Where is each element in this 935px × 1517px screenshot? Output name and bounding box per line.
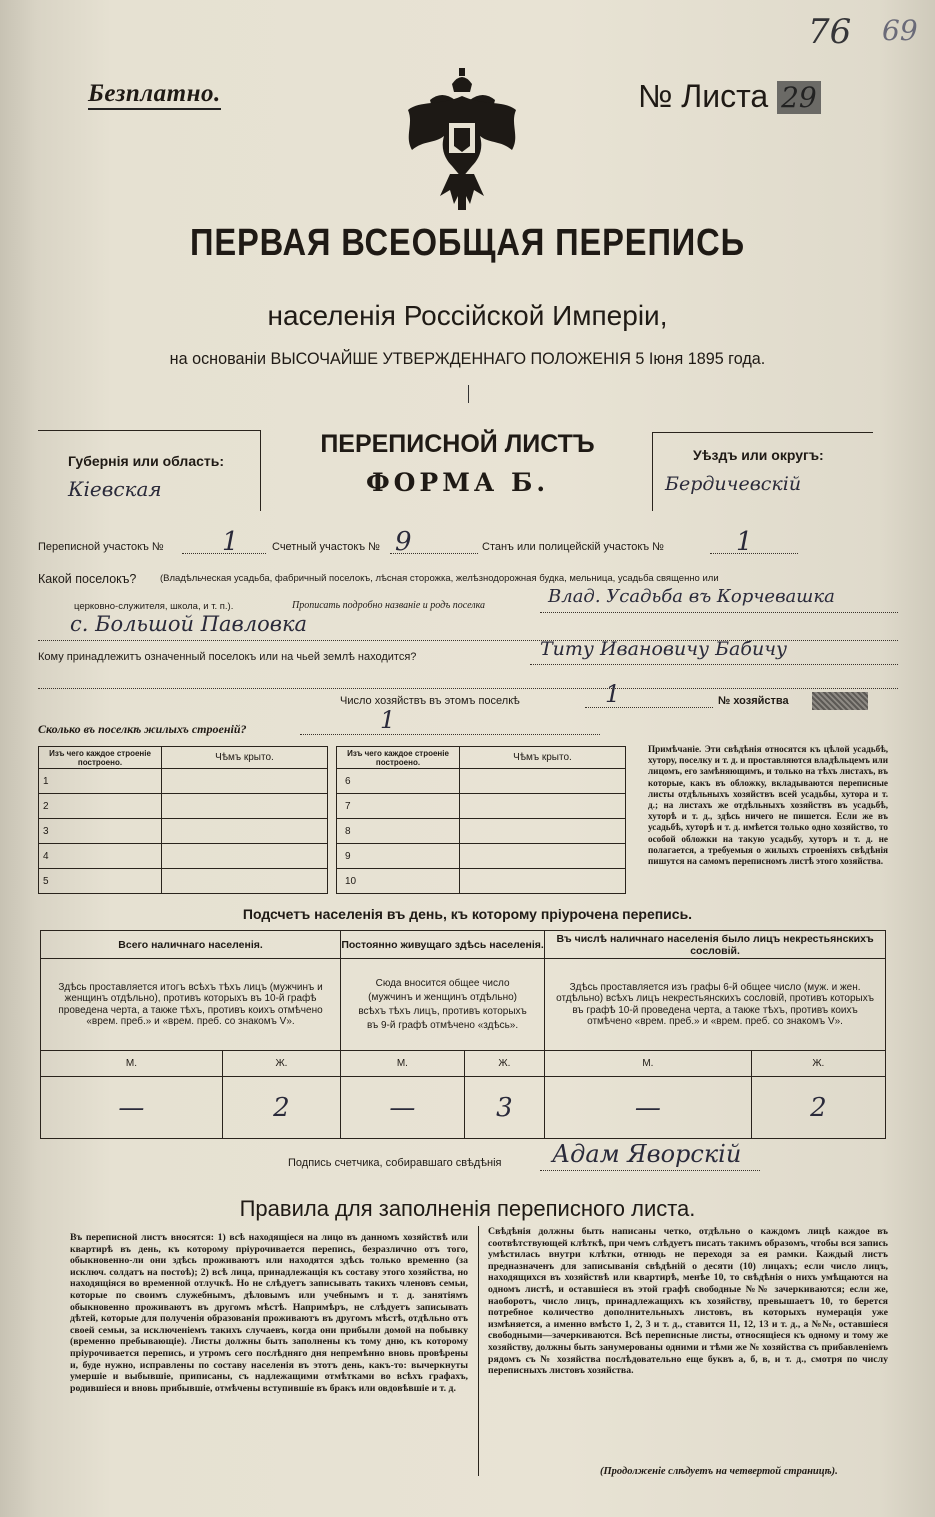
settlement-label: Какой поселокъ? <box>38 572 137 586</box>
building-row-number: 1 <box>39 769 162 794</box>
census-subtitle: населенія Россійской Имперіи, <box>267 300 668 331</box>
building-row-number: 7 <box>337 794 460 819</box>
owner-value: Титу Ивановичу Бабичу <box>540 638 788 660</box>
col-nonpeasant-title: Въ числѣ наличнаго населенія было лицъ некрестьянскихъ сословій. <box>545 931 886 959</box>
male-label: М. <box>545 1051 752 1077</box>
household-no-stamp <box>812 692 868 710</box>
settlement-value-2: с. Большой Павловка <box>70 612 308 636</box>
form-name: ФОРМА Б. <box>365 468 550 497</box>
col-material-header: Изъ чего каждое строеніе построено. <box>39 747 162 769</box>
building-row-number: 6 <box>337 769 460 794</box>
gubernia-label: Губернія или область: <box>68 453 225 469</box>
present-female-count: 2 <box>222 1077 340 1139</box>
rules-continued: (Продолженіе слѣдуетъ на четвертой страницѣ). <box>600 1466 838 1477</box>
uezd-box <box>652 432 873 511</box>
col-present-title: Всего наличнаго населенія. <box>41 931 341 959</box>
rules-left-column: Въ переписной листъ вносятся: 1) всѣ находящіеся на лицо въ данномъ хозяйствѣ или квартирѣ въ день, къ которому пріурочивается перепись, безразлично отъ того, обыкновенно-ли они здѣсь проживаютъ или находятся здѣсь только временно (за исключ. солдатъ на постоѣ); 2) всѣ лица, принадлежащія къ составу этого хозяйства, но находящіяся во временной отлучкѣ. Но не слѣдуетъ записывать такихъ членовъ семьи, которые по своимъ служебнымъ, дѣловымъ или учебнымъ и т. д. занятіямъ обыкновенно проживаютъ въ другомъ мѣстѣ. Напримѣръ, не слѣдуетъ записывать дѣтей, которые для полученія образованія проживаютъ въ другомъ мѣстѣ, отдѣльно отъ своей семьи, за исключеніемъ такихъ случаевъ, когда они прибыли домой на побывку (временно пребывающіе). Листы должны быть заполнены къ тому дню, къ которому пріурочивается перепись, и утромъ сего послѣдняго дня непремѣнно вновь провѣрены и, буде нужно, исправлены по составу населенія въ этотъ день, какъ-то: вычеркнуты умершіе и выбывшіе, приписаны, съ надлежащими отмѣтками во всѣхъ графахъ, родившіеся и вновь прибывшіе, отмѣчены вступившіе въ бракъ или овдовѣвшіе и т. д. <box>70 1232 468 1394</box>
signature-value: Адам Яворскiй <box>552 1140 742 1168</box>
gubernia-box <box>38 430 261 511</box>
col-roof-header: Чѣмъ крыто. <box>162 747 328 769</box>
rules-right-column: Свѣдѣнія должны быть написаны четко, отдѣльно о каждомъ лицѣ каждое въ соотвѣтствующей клѣткѣ, при чемъ слѣдуетъ писать такимъ образомъ, чтобы вся запись умѣстилась внутри клѣтки, отнюдь не переходя за ея рамки. Каждый листъ предназначенъ для записыванія свѣдѣній о десяти (10) лицахъ; если число лицъ, находящихся въ хозяйствѣ или квартирѣ, менѣе 10, то свѣдѣнія о нихъ умѣщаются на одномъ листѣ, и оставшіеся въ этой графѣ свободные №№ зачеркиваются; если же, наоборотъ, число лицъ, принадлежащихъ къ хозяйству, превышаетъ 10, то берется потребное количество дополнительныхъ листовъ, въ которыхъ нумерація уже измѣняется, а именно вмѣсто 1, 2, 3 и т. д., ставится 11, 12, 13 и т. д., а №№, оставшіеся свободными—зачеркиваются. Всѣ переписные листы, относящіеся къ одному и тому же хозяйству, должны быть занумерованы одними и тѣми же № хозяйства съ прибавленіемъ рядомъ съ № хозяйства послѣдовательно еще буквъ а, б, в, и т. д., смотря по числу переписныхъ листовъ хозяйства. <box>488 1226 888 1377</box>
gubernia-value: Кiевская <box>68 477 162 501</box>
sheet-title: ПЕРЕПИСНОЙ ЛИСТЪ <box>320 430 595 458</box>
rules-title: Правила для заполненія переписного листа. <box>239 1196 696 1221</box>
building-row-number: 5 <box>39 869 162 894</box>
resident-female-count: 3 <box>464 1077 544 1139</box>
station-label: Станъ или полицейскій участокъ № <box>482 541 664 553</box>
present-male-count: — <box>41 1077 223 1139</box>
imperial-eagle-emblem <box>400 66 525 216</box>
col-roof-header: Чѣмъ крыто. <box>460 747 626 769</box>
building-row-number: 10 <box>337 869 460 894</box>
col-resident-title: Постоянно живущаго здѣсь населенія. <box>341 931 545 959</box>
settlement-value: Влад. Усадьба въ Корчевашка <box>548 586 835 607</box>
nonpeasant-male-count: — <box>545 1077 752 1139</box>
sheet-number-label-text: № Листа <box>638 78 769 114</box>
census-district-value: 1 <box>222 527 239 557</box>
population-heading: Подсчетъ населенія въ день, къ которому пріурочена перепись. <box>242 906 693 922</box>
buildings-table-right <box>336 746 626 894</box>
col-present-text: Здѣсь проставляется итогъ всѣхъ тѣхъ лицъ (мужчинъ и женщинъ отдѣльно), противъ которыхъ въ 10-й графѣ проведена черта, а также тѣхъ, противъ коихъ отмѣчено «врем. преб.» и «врем. преб. со знакомъ V». <box>41 959 341 1051</box>
female-label: Ж. <box>464 1051 544 1077</box>
male-label: М. <box>41 1051 223 1077</box>
male-label: М. <box>341 1051 465 1077</box>
remark-note: Примѣчаніе. Эти свѣдѣнія относятся къ цѣлой усадьбѣ, хутору, поселку и т. д. и проставляются владѣльцемъ или лицомъ, его замѣняющимъ, и только на тѣхъ листахъ, въ которые, какъ въ обложку, вкладываются переписные листы отдѣльныхъ хозяйствъ всей усадьбы, хутора и т. д.; на листахъ же отдѣльныхъ хозяйствъ въ усадьбѣ, хуторѣ и т. д., здѣсь ничего не пишется. Если же въ усадьбѣ, хуторѣ и т. д. имѣется только одно хозяйство, то особой обложки на такую усадьбу, хуторъ и т. д. не полагается, а требуемыя о жилыхъ строеніяхъ свѣдѣнія пишутся на самомъ переписномъ листѣ этого хозяйства. <box>648 744 888 867</box>
building-row-number: 8 <box>337 819 460 844</box>
buildings-label: Сколько въ поселкѣ жилыхъ строеній? <box>38 722 247 736</box>
archive-mark: 76 <box>808 12 852 52</box>
buildings-value: 1 <box>380 706 396 734</box>
sheet-number-label <box>638 78 821 115</box>
sheet-number-value: 29 <box>777 81 821 114</box>
building-row-number: 9 <box>337 844 460 869</box>
count-district-value: 9 <box>395 527 412 557</box>
female-label: Ж. <box>222 1051 340 1077</box>
census-district-label: Переписной участокъ № <box>38 541 164 553</box>
ornament-divider <box>468 385 469 403</box>
uezd-value: Бердичевскiй <box>665 473 802 495</box>
census-main-title: ПЕРВАЯ ВСЕОБЩАЯ ПЕРЕПИСЬ <box>190 222 745 264</box>
owner-label: Кому принадлежитъ означенный поселокъ или на чьей землѣ находится? <box>38 651 417 663</box>
buildings-table-left <box>38 746 328 894</box>
building-row-number: 4 <box>39 844 162 869</box>
col-nonpeasant-text: Здѣсь проставляется изъ графы 6-й общее число (муж. и жен. отдѣльно) всѣхъ лицъ некрестьянскихъ сословій, противъ которыхъ въ графѣ 10-й проведена черта, а также тѣхъ, противъ коихъ отмѣчено «врем. преб.» и «врем. преб. со знакомъ V». <box>545 959 886 1051</box>
rules-divider <box>478 1226 479 1476</box>
household-no-label: № хозяйства <box>718 695 789 707</box>
free-label: Безплатно. <box>88 80 221 110</box>
census-basis: на основаніи ВЫСОЧАЙШЕ УТВЕРЖДЕННАГО ПОЛОЖЕНІЯ 5 Іюня 1895 года. <box>169 350 766 368</box>
nonpeasant-female-count: 2 <box>751 1077 885 1139</box>
col-material-header: Изъ чего каждое строеніе построено. <box>337 747 460 769</box>
uezd-label: Уѣздъ или округъ: <box>693 447 824 463</box>
households-label: Число хозяйствъ въ этомъ поселкѣ <box>340 695 520 707</box>
count-district-label: Счетный участокъ № <box>272 541 380 553</box>
households-value: 1 <box>605 680 621 708</box>
settlement-hint-2: церковно-служителя, школа, и т. п.). <box>74 601 234 612</box>
building-row-number: 2 <box>39 794 162 819</box>
signature-label: Подпись счетчика, собиравшаго свѣдѣнія <box>288 1157 502 1169</box>
female-label: Ж. <box>751 1051 885 1077</box>
archive-mark-secondary: 69 <box>882 14 918 47</box>
settlement-hint-3: Прописать подробно названіе и родъ поселка <box>292 600 486 611</box>
station-value: 1 <box>736 527 753 557</box>
building-row-number: 3 <box>39 819 162 844</box>
settlement-hint: (Владѣльческая усадьба, фабричный поселокъ, лѣсная сторожка, желѣзнодорожная будка, мельница, усадьба священно или <box>160 574 719 583</box>
col-resident-text: Сюда вносится общее число (мужчинъ и женщинъ отдѣльно) всѣхъ тѣхъ лицъ, противъ которыхъ въ 9-й графѣ отмѣчено «здѣсь». <box>341 959 545 1051</box>
population-table <box>40 930 886 1139</box>
resident-male-count: — <box>341 1077 465 1139</box>
